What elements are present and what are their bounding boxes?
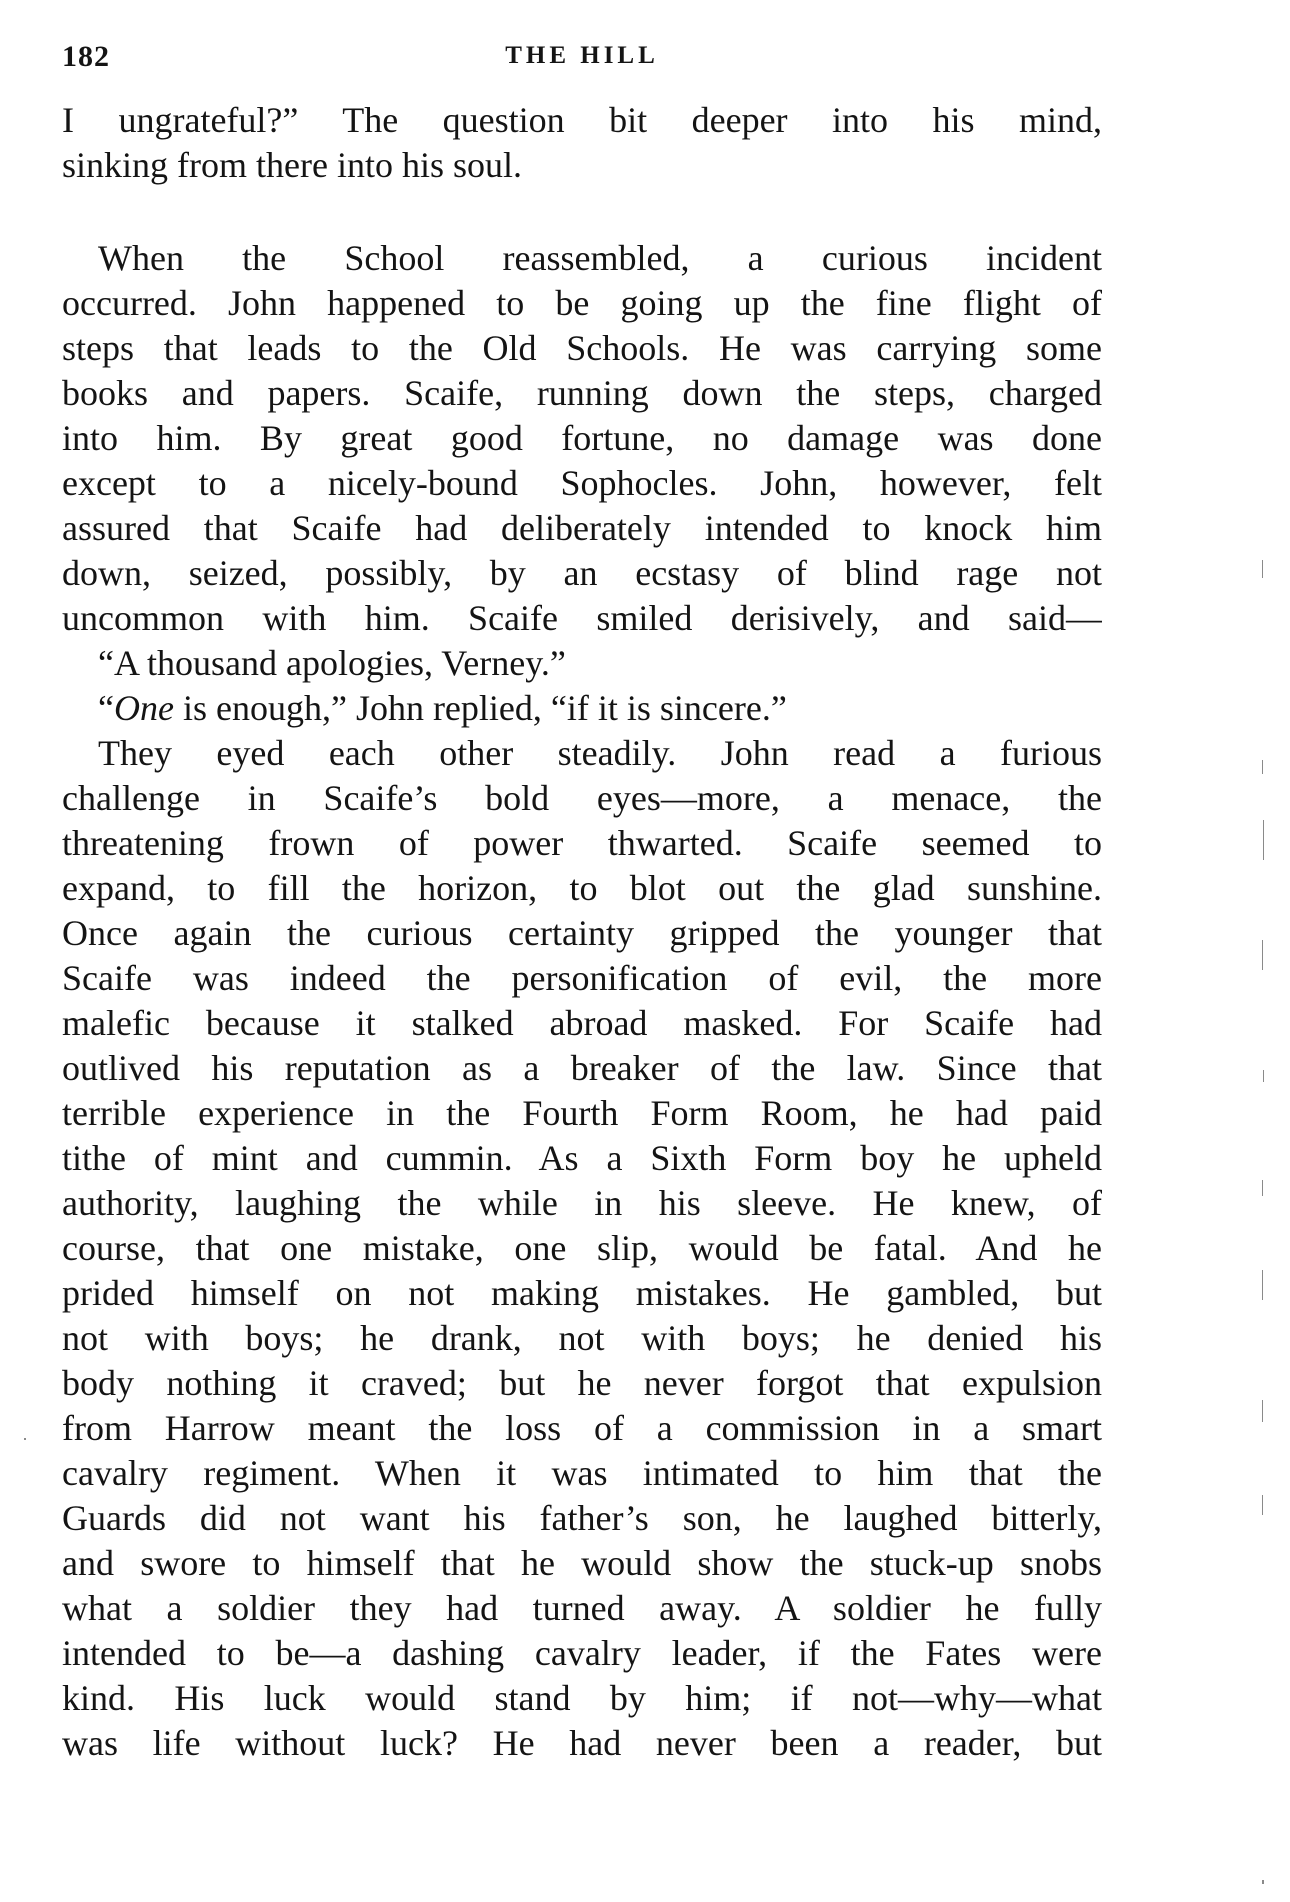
text-line: uncommon with him. Scaife smiled derisively, and said— [62, 598, 1102, 638]
scan-speck [1262, 1880, 1264, 1884]
text-line: tithe of mint and cummin. As a Sixth Form boy he upheld [62, 1138, 1102, 1178]
text-line: malefic because it stalked abroad masked. For Scaife had [62, 1003, 1102, 1043]
text-line: sinking from there into his soul. [62, 145, 522, 185]
text-line: Guards did not want his father’s son, he laughed bitterly, [62, 1498, 1102, 1538]
text-line: authority, laughing the while in his sleeve. He knew, of [62, 1183, 1102, 1223]
scan-speck [1262, 760, 1263, 774]
page-number: 182 [62, 40, 110, 73]
text-line: what a soldier they had turned away. A soldier he fully [62, 1588, 1102, 1628]
text-line: from Harrow meant the loss of a commission in a smart [62, 1408, 1102, 1448]
running-head: THE HILL [505, 42, 659, 69]
scan-speck [1263, 820, 1264, 860]
text-line: into him. By great good fortune, no damage was done [62, 418, 1102, 458]
text-line: assured that Scaife had deliberately intended to knock him [62, 508, 1102, 548]
body-paragraphs [62, 236, 1102, 1766]
scan-speck [1263, 1070, 1264, 1082]
dialogue-line [62, 686, 1102, 731]
text-line: down, seized, possibly, by an ecstasy of blind rage not [62, 553, 1102, 593]
text-line: They eyed each other steadily. John read a furious [98, 733, 1102, 773]
text-line: occurred. John happened to be going up the fine flight of [62, 283, 1102, 323]
text-line: I ungrateful?” The question bit deeper into his mind, [62, 100, 1102, 140]
scan-speck [1262, 560, 1263, 578]
scan-speck [1262, 940, 1263, 970]
text-line: Scaife was indeed the personification of evil, the more [62, 958, 1102, 998]
text-line: cavalry regiment. When it was intimated to him that the [62, 1453, 1102, 1493]
text-line: threatening frown of power thwarted. Scaife seemed to [62, 823, 1102, 863]
text-line: books and papers. Scaife, running down the steps, charged [62, 373, 1102, 413]
text-line: challenge in Scaife’s bold eyes—more, a menace, the [62, 778, 1102, 818]
text-line: outlived his reputation as a breaker of the law. Since that [62, 1048, 1102, 1088]
scan-speck [1262, 1180, 1263, 1196]
text-line: prided himself on not making mistakes. He gambled, but [62, 1273, 1102, 1313]
text-line: intended to be—a dashing cavalry leader, if the Fates were [62, 1633, 1102, 1673]
text-line: except to a nicely-bound Sophocles. John, however, felt [62, 463, 1102, 503]
text-line: expand, to fill the horizon, to blot out the glad sunshine. [62, 868, 1102, 908]
text-line: steps that leads to the Old Schools. He was carrying some [62, 328, 1102, 368]
dialogue-line: “A thousand apologies, Verney.” [98, 643, 566, 683]
text-line: not with boys; he drank, not with boys; he denied his [62, 1318, 1102, 1358]
scan-speck [1262, 1270, 1263, 1300]
text-line: When the School reassembled, a curious incident [98, 238, 1102, 278]
dialogue-open-quote: “ [98, 688, 114, 728]
text-line: terrible experience in the Fourth Form Room, he had paid [62, 1093, 1102, 1133]
emphasis-one: One [113, 688, 174, 728]
text-line: body nothing it craved; but he never forgot that expulsion [62, 1363, 1102, 1403]
scan-speck [24, 1438, 26, 1440]
scan-speck [1262, 1400, 1263, 1422]
scan-speck [1262, 1495, 1263, 1515]
text-line: course, that one mistake, one slip, would be fatal. And he [62, 1228, 1102, 1268]
dialogue-rest: is enough,” John replied, “if it is sincere.” [173, 688, 787, 728]
text-line: and swore to himself that he would show the stuck-up snobs [62, 1543, 1102, 1583]
text-line: was life without luck? He had never been a reader, but [62, 1723, 1102, 1763]
page-header [62, 40, 1102, 80]
text-line: kind. His luck would stand by him; if not—why—what [62, 1678, 1102, 1718]
text-line: Once again the curious certainty gripped the younger that [62, 913, 1102, 953]
paragraph-continuation [62, 98, 1102, 188]
